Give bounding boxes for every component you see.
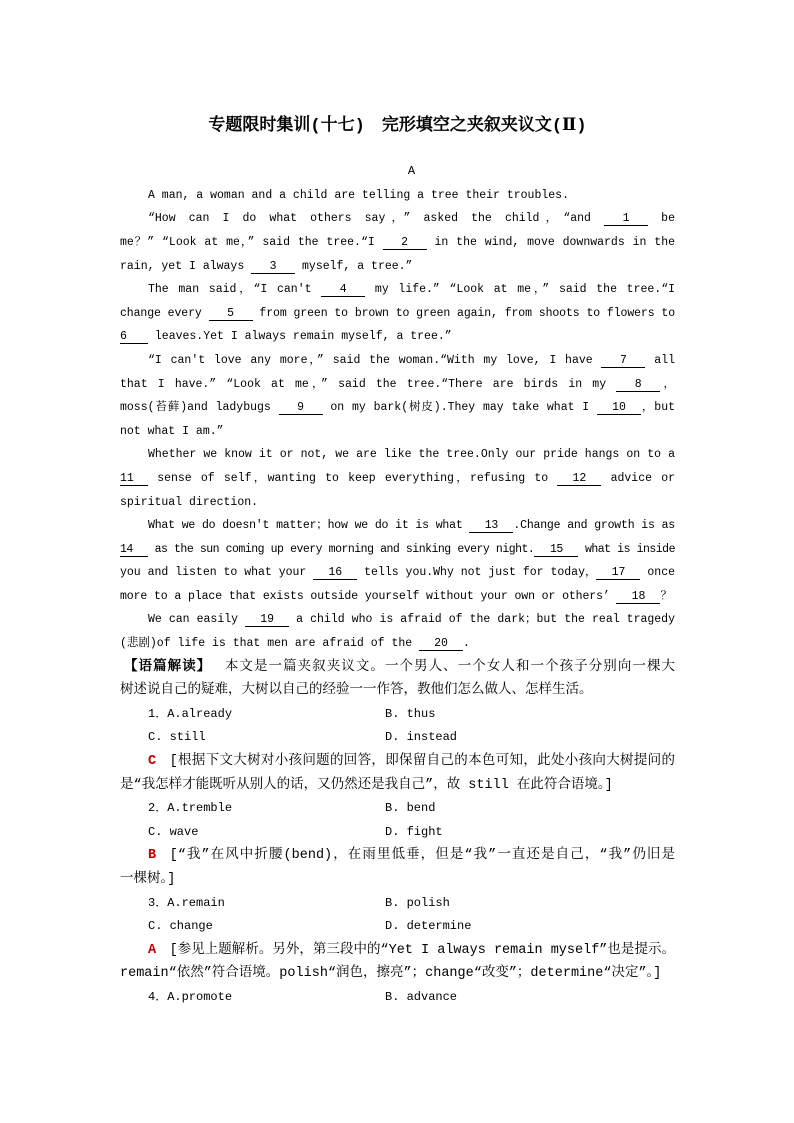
blank-13: 13 xyxy=(469,519,513,533)
passage-line xyxy=(120,255,675,279)
passage-line xyxy=(120,278,675,302)
passage-line xyxy=(120,467,675,491)
passage-paragraph xyxy=(120,514,675,608)
blank-9: 9 xyxy=(279,401,323,415)
option-cell xyxy=(385,821,622,845)
option-cell xyxy=(148,797,385,821)
passage-text: sense of self，wanting to keep everything，refusing to xyxy=(148,471,558,485)
option-cell xyxy=(148,726,385,750)
passage-text: leaves.Yet I always remain myself, a tree.” xyxy=(148,330,452,344)
passage-text: ， xyxy=(660,377,676,391)
passage-text: on my bark(树皮).They may take what I xyxy=(322,401,597,415)
answer-letter: B xyxy=(148,848,157,864)
option-a: A.promote xyxy=(167,989,233,1004)
summary-text: 本文是一篇夹叙夹议文。一个男人、一个女人和一个孩子分别向一棵大 xyxy=(224,659,676,675)
explanation-text: [参见上题解析。另外，第三段中的“Yet I always remain myself”也是提示。 xyxy=(169,942,675,958)
passage-line xyxy=(120,396,675,420)
passage-line xyxy=(120,302,675,326)
passage-text: in the wind, move downwards in the xyxy=(426,235,675,249)
passage-text: me？” “Look at me，” said the tree.“I xyxy=(120,235,383,249)
passage-text: . xyxy=(463,637,470,651)
passage-line xyxy=(120,420,675,444)
explanation-text: 一棵树。] xyxy=(120,872,176,887)
passage-text: Whether we know it or not, we are like the tree.Only our pride hangs on to a xyxy=(148,448,675,462)
passage-line xyxy=(120,585,675,609)
option-c: C. still xyxy=(148,730,206,745)
answer-letter: A xyxy=(148,942,157,958)
option-a: A.already xyxy=(167,706,233,721)
summary-text: 树述说自己的疑难，大树以自己的经验一一作答，教他们怎么做人、怎样生活。 xyxy=(120,683,593,699)
passage-text: that I have.” “Look at me，” said the tree.“There are birds in my xyxy=(120,377,617,391)
passage-text: .Change and growth is as xyxy=(513,519,675,533)
passage-text: once xyxy=(640,566,675,580)
option-b: B. polish xyxy=(385,895,450,910)
options-row xyxy=(120,986,675,1010)
blank-3: 3 xyxy=(251,260,295,274)
option-cell xyxy=(148,703,385,727)
passage-text: be xyxy=(648,212,675,226)
option-b: B. thus xyxy=(385,706,436,721)
passage-line xyxy=(120,349,675,373)
blank-5: 5 xyxy=(209,307,253,321)
blank-15: 15 xyxy=(534,543,578,557)
passage-text: “I can't love any more，” said the woman.“With my love, I have xyxy=(148,353,602,367)
option-cell xyxy=(148,915,385,939)
explanation-line xyxy=(120,868,675,892)
passage-text: my life.” “Look at me，” said the tree.“I xyxy=(365,283,675,297)
passage-line xyxy=(120,373,675,397)
blank-18: 18 xyxy=(616,590,660,604)
passage-text: “How can I do what others say，” asked the child，“and xyxy=(148,212,605,226)
blank-17: 17 xyxy=(596,566,640,580)
blank-12: 12 xyxy=(557,472,601,486)
explanation-line xyxy=(120,774,675,798)
passage-text: change every xyxy=(120,306,209,320)
passage-line xyxy=(120,514,675,538)
passage-paragraph xyxy=(120,608,675,655)
option-cell xyxy=(385,703,622,727)
passage-text: a child who is afraid of the dark；but the real tragedy xyxy=(289,613,675,627)
passage-text: spiritual direction. xyxy=(120,495,259,509)
option-d: D. determine xyxy=(385,919,472,934)
passage-text: you and listen to what your xyxy=(120,566,314,580)
passage-text: moss(苔藓)and ladybugs xyxy=(120,401,279,415)
passage-line xyxy=(120,207,675,231)
passage-text: What we do doesn't matter；how we do it is what xyxy=(148,519,470,533)
passage-summary xyxy=(120,656,675,703)
option-cell xyxy=(148,892,385,916)
passage-paragraph xyxy=(120,184,675,208)
explanation-line xyxy=(120,844,675,868)
blank-16: 16 xyxy=(313,566,357,580)
passage-line xyxy=(120,231,675,255)
passage-line xyxy=(120,538,675,562)
options-row xyxy=(120,703,675,727)
question-1 xyxy=(120,703,675,797)
option-c: C. wave xyxy=(148,824,199,839)
question-number: 2． xyxy=(148,801,168,816)
blank-10: 10 xyxy=(597,401,641,415)
passage-text: (悲剧)of life is that men are afraid of the xyxy=(120,637,420,651)
passage-paragraph xyxy=(120,207,675,278)
explanation-text: remain“依然”符合语境。polish“润色，擦亮”；change“改变”；determine“决定”。] xyxy=(120,966,662,982)
option-a: A.tremble xyxy=(167,801,233,816)
option-c: C. change xyxy=(148,919,213,934)
blank-6: 6 xyxy=(120,330,148,344)
option-cell xyxy=(385,915,622,939)
passage-text: A man, a woman and a child are telling a tree their troubles. xyxy=(148,188,569,202)
passage-text: advice or xyxy=(601,471,676,485)
cloze-passage xyxy=(120,184,675,656)
passage-line xyxy=(120,608,675,632)
option-cell xyxy=(385,986,622,1010)
blank-20: 20 xyxy=(419,637,463,651)
passage-text: as the sun coming up every morning and sinking every night. xyxy=(148,542,535,556)
explanation-text: [根据下文大树对小孩问题的回答，即保留自己的本色可知，此处小孩向大树提问的 xyxy=(169,754,675,770)
passage-paragraph xyxy=(120,278,675,349)
section-label: A xyxy=(407,164,416,179)
options-row xyxy=(120,797,675,821)
passage-line xyxy=(120,443,675,467)
passage-text: rain, yet I always xyxy=(120,259,252,273)
passage-text: The man said，“I can't xyxy=(148,283,322,297)
passage-text: not what I am.” xyxy=(120,424,224,438)
question-2 xyxy=(120,797,675,891)
question-number: 1． xyxy=(148,706,168,721)
blank-2: 2 xyxy=(383,236,427,250)
options-row xyxy=(120,892,675,916)
blank-14: 14 xyxy=(120,543,148,557)
blank-1: 1 xyxy=(604,212,648,226)
option-cell xyxy=(148,986,385,1010)
explanation-line xyxy=(120,939,675,963)
option-cell xyxy=(385,726,622,750)
passage-line xyxy=(120,491,675,515)
page-title: 专题限时集训(十七) 完形填空之夹叙夹议文(Ⅱ) xyxy=(208,117,587,136)
option-cell xyxy=(385,797,622,821)
option-cell xyxy=(148,821,385,845)
question-4 xyxy=(120,986,675,1010)
passage-text: all xyxy=(645,353,676,367)
options-row xyxy=(120,726,675,750)
question-number: 3． xyxy=(148,895,168,910)
passage-line xyxy=(120,561,675,585)
passage-line xyxy=(120,184,675,208)
option-d: D. instead xyxy=(385,730,458,745)
option-d: D. fight xyxy=(385,824,443,839)
passage-text: ？ xyxy=(660,589,672,603)
passage-line xyxy=(120,632,675,656)
passage-paragraph xyxy=(120,443,675,514)
option-a: A.remain xyxy=(167,895,225,910)
passage-text: ，but xyxy=(641,401,675,415)
options-row xyxy=(120,915,675,939)
blank-4: 4 xyxy=(321,283,365,297)
passage-text: from green to brown to green again, from shoots to flowers to xyxy=(252,306,675,320)
explanation-text: 是“我怎样才能既听从别人的话，又仍然还是我自己”，故 still 在此符合语境。] xyxy=(120,777,613,793)
passage-paragraph xyxy=(120,349,675,443)
option-cell xyxy=(385,892,622,916)
passage-text: more to a place that exists outside yourself without your own or others’ xyxy=(120,589,617,603)
blank-11: 11 xyxy=(120,472,148,486)
summary-line xyxy=(120,656,675,680)
page-content xyxy=(120,160,675,1009)
passage-line xyxy=(120,325,675,349)
blank-19: 19 xyxy=(245,613,289,627)
summary-label: 【语篇解读】 xyxy=(124,659,212,675)
summary-line xyxy=(120,679,675,703)
option-b: B. advance xyxy=(385,989,458,1004)
question-number: 4． xyxy=(148,989,168,1004)
blank-8: 8 xyxy=(616,378,660,392)
question-3 xyxy=(120,892,675,986)
passage-text: myself, a tree.” xyxy=(295,259,413,273)
answer-letter: C xyxy=(148,754,157,770)
explanation-line xyxy=(120,962,675,986)
blank-7: 7 xyxy=(601,354,645,368)
explanation-text: [“我”在风中折腰(bend)，在雨里低垂，但是“我”一直还是自己，“我”仍旧是 xyxy=(169,848,675,864)
options-row xyxy=(120,821,675,845)
question-list xyxy=(120,703,675,1010)
passage-text: what is inside xyxy=(578,542,675,556)
option-b: B. bend xyxy=(385,801,436,816)
passage-text: tells you.Why not just for today， xyxy=(357,566,597,580)
explanation-line xyxy=(120,750,675,774)
passage-text: We can easily xyxy=(148,613,246,627)
